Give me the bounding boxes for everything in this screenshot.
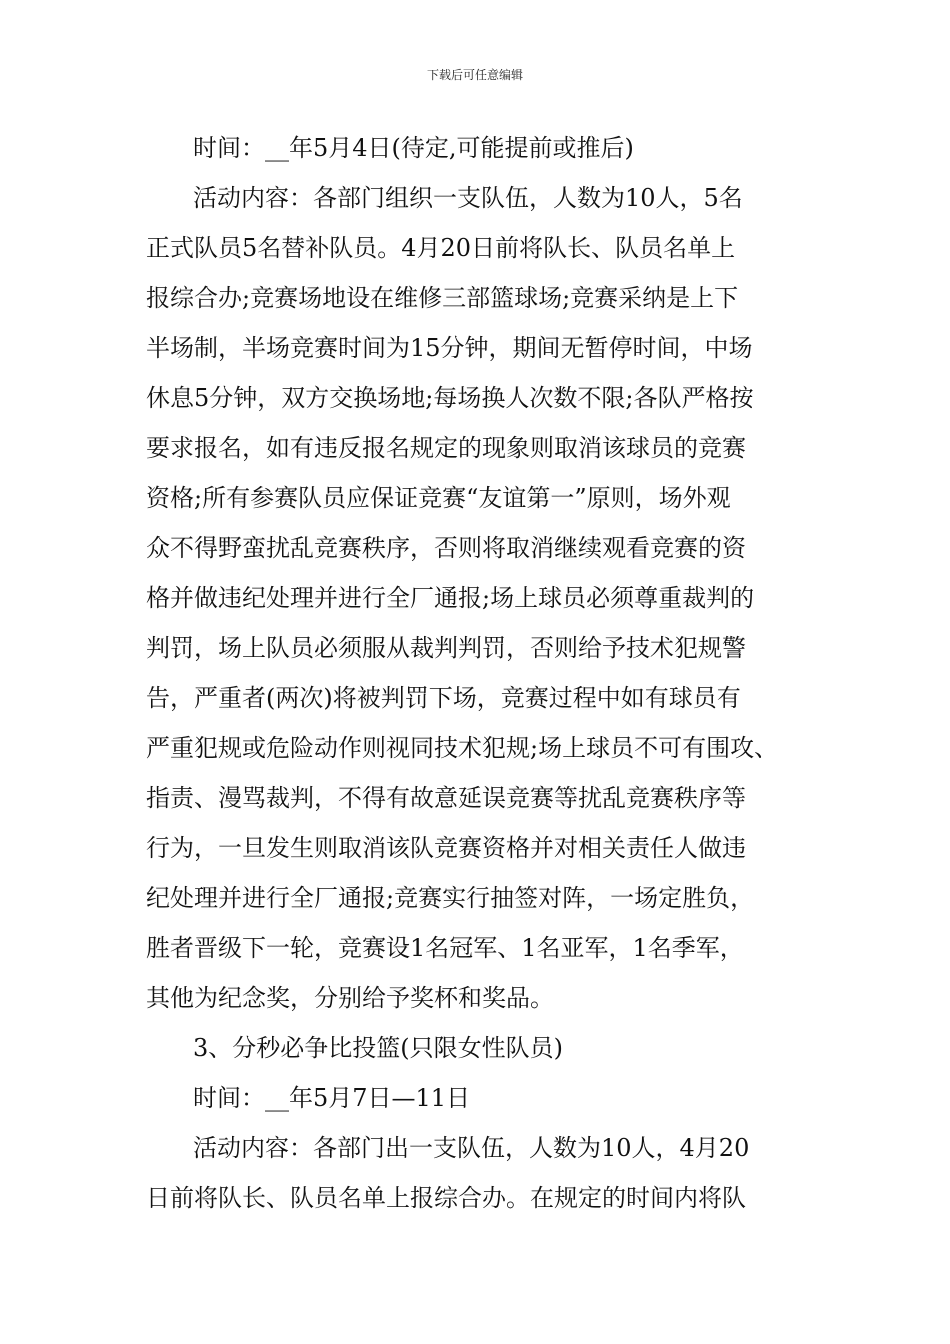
text-line: 报综合办;竞赛场地设在维修三部篮球场;竞赛采纳是上下 [146, 284, 739, 312]
text-line: 行为，一旦发生则取消该队竞赛资格并对相关责任人做违 [146, 834, 746, 862]
text-line: 严重犯规或危险动作则视同技术犯规;场上球员不可有围攻、 [146, 734, 779, 762]
line-activity-2: 活动内容：各部门出一支队伍，人数为10人，4月20 [193, 1134, 750, 1162]
line-activity-1: 活动内容：各部门组织一支队伍，人数为10人，5名 [193, 184, 743, 212]
text-line: 格并做违纪处理并进行全厂通报;场上球员必须尊重裁判的 [146, 584, 755, 612]
text-line: 正式队员5名替补队员。4月20日前将队长、队员名单上 [146, 234, 736, 262]
line-time-2: 时间：__年5月7日—11日 [193, 1084, 471, 1112]
text-line: 其他为纪念奖，分别给予奖杯和奖品。 [146, 984, 554, 1012]
line-time-1: 时间：__年5月4日(待定,可能提前或推后) [193, 134, 634, 162]
text-line: 胜者晋级下一轮，竞赛设1名冠军、1名亚军，1名季军， [146, 934, 744, 962]
text-line: 告，严重者(两次)将被判罚下场，竞赛过程中如有球员有 [146, 684, 741, 712]
section-heading: 3、分秒必争比投篮(只限女性队员) [193, 1034, 563, 1062]
text-line: 纪处理并进行全厂通报;竞赛实行抽签对阵，一场定胜负， [146, 884, 755, 912]
page-header: 下载后可任意编辑 [426, 68, 523, 82]
text-line: 众不得野蛮扰乱竞赛秩序，否则将取消继续观看竞赛的资 [146, 534, 746, 562]
text-line: 半场制，半场竞赛时间为15分钟，期间无暂停时间，中场 [146, 334, 753, 362]
text-line: 休息5分钟，双方交换场地;每场换人次数不限;各队严格按 [146, 384, 754, 412]
text-line: 指责、漫骂裁判，不得有故意延误竞赛等扰乱竞赛秩序等 [146, 784, 746, 812]
text-line: 要求报名，如有违反报名规定的现象则取消该球员的竞赛 [146, 434, 746, 462]
text-line: 日前将队长、队员名单上报综合办。在规定的时间内将队 [146, 1184, 746, 1212]
text-line: 判罚，场上队员必须服从裁判判罚，否则给予技术犯规警 [146, 634, 746, 662]
text-line: 资格;所有参赛队员应保证竞赛“友谊第一”原则，场外观 [146, 484, 731, 512]
